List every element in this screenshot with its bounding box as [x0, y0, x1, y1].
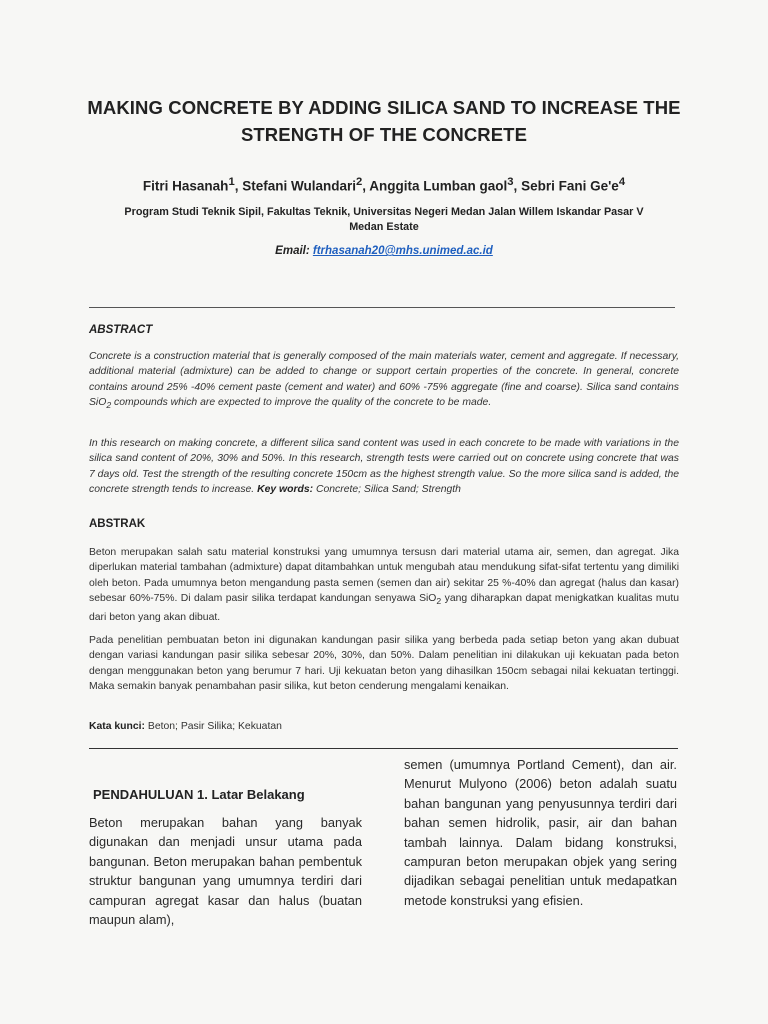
author-affiliation-mark: 4: [618, 176, 626, 188]
title-line-2: STRENGTH OF THE CONCRETE: [240, 124, 528, 145]
kata-kunci-text: Beton; Pasir Silika; Kekuatan: [145, 721, 282, 732]
author-list: Fitri Hasanah$^1$, Stefani Wulandari$^2$, Anggita Lumban gaol$^3$, Sebri Fani $Ge'e^4$: [142, 176, 626, 194]
affiliation-line-2: Medan Estate: [349, 221, 419, 233]
email-label: Email:: [275, 245, 310, 257]
abstrak-paragraph-1: [89, 545, 679, 625]
abstract-text: compounds which are expected to improve the quality of the concrete to be made.: [111, 397, 492, 409]
abstrak-paragraph-2: Pada penelitian pembuatan beton ini digunakan kandungan pasir silika yang berbeda pada setiap beton yang akan dubuat dengan variasi kandungan pasir silika sebesar 20%, 30%, dan 50%. Dalam penelitian ini dilakukan uji kekuatan pada beton dengan menggunakan beton yang berumur 7 hari. Uji kekuatan beton yang dihasilkan 150cm sebagai nilai kekuatan tertinggi. Maka semakin banyak penambahan pasir silika, kut beton cenderung mengalami kenaikan.: [89, 635, 679, 693]
author-name: Fitri Hasanah: [142, 178, 229, 194]
kata-kunci-label: Kata kunci:: [89, 721, 146, 732]
author-affiliation-mark: 3: [507, 176, 514, 188]
abstrak-text: Beton merupakan salah satu material konstruksi yang umumnya tersusn dari material utama air, semen, dan agregat. Jika diperlukan material tambahan (admixture) dapat ditambahkan untuk mengubah atau mendukung sifat-sifat tertentu yang dimiliki oleh beton. Pada umumnya beton mengandung pasta semen (semen dan air) sekitar 25 %-40% dan agregat (halus dan kasar) sebesar 60%-75%. Di dalam pasir silika terdapat kandungan senyawa SiO: [89, 547, 679, 605]
section-heading: PENDAHULUAN 1. Latar Belakang: [93, 787, 305, 802]
author-name: Anggita Lumban gaol: [369, 178, 508, 194]
author-name: Stefani Wulandari: [242, 178, 356, 194]
keywords-text: Concrete; Silica Sand; Strength: [313, 484, 461, 496]
affiliation-line-1: Program Studi Teknik Sipil, Fakultas Teknik, Universitas Negeri Medan Jalan Willem Iskandar Pasar V: [124, 206, 644, 218]
abstract-text: Concrete is a construction material that is generally composed of the main materials water, cement and aggregate. If necessary, additional material (admixture) can be added to change or support certain properties of the concrete. In general, concrete contains around 25% -40% cement paste (cement and water) and 60% -75% aggregate (fine and coarse). Silica sand contains SiO: [89, 351, 679, 409]
paper-title: [60, 94, 708, 148]
affiliation: [70, 205, 698, 235]
abstract-paragraph-1: [89, 349, 679, 414]
author-affiliation-mark: 1: [228, 176, 235, 188]
keywords-label: Key words:: [257, 484, 314, 496]
subscript: 2: [106, 400, 112, 411]
title-line-1: MAKING CONCRETE BY ADDING SILICA SAND TO INCREASE THE: [87, 97, 681, 118]
abstrak-text: yang diharapkan dapat menigkatkan kualitas mutu dari beton yang akan dibuat.: [89, 593, 679, 623]
subscript: 2: [436, 596, 442, 607]
author-affiliation-mark: 2: [356, 176, 363, 188]
intro-left-column: Beton merupakan bahan yang banyak digunakan dan menjadi unsur utama pada bangunan. Beton merupakan bahan pembentuk struktur bangunan yang umumnya terdiri dari campuran agregat kasar dan halus (buatan maupun alam),: [89, 815, 362, 928]
abstract-text: In this research on making concrete, a different silica sand content was used in each concrete to be made with variations in the silica sand content of 20%, 30% and 50%. In this research, strength tests were carried out on concrete using concrete that was 7 days old. Test the strength of the resulting concrete 150cm as the highest strength value. So the more silica sand is added, the concrete strength tends to increase.: [89, 438, 679, 496]
abstract-heading: ABSTRACT: [89, 324, 153, 336]
author-name: Sebri Fani Ge'e: [521, 178, 619, 194]
abstrak-heading: ABSTRAK: [89, 518, 146, 530]
email-line: [0, 245, 768, 257]
abstract-paragraph-2: [89, 436, 679, 498]
intro-right-column: semen (umumnya Portland Cement), dan air. Menurut Mulyono (2006) beton adalah suatu bahan bangunan yang penyusunnya terdiri dari bahan semen hidrolik, pasir, air dan bahan tambah lainnya. Dalam bidang konstruksi, campuran beton merupakan objek yang sering dijadikan sebagai penelitian untuk medapatkan metode konstruksi yang efisien.: [404, 757, 677, 908]
divider-top: [89, 307, 675, 308]
divider-bottom: [89, 748, 678, 749]
kata-kunci-line: [89, 721, 282, 732]
email-link[interactable]: ftrhasanah20@mhs.unimed.ac.id: [312, 245, 493, 257]
